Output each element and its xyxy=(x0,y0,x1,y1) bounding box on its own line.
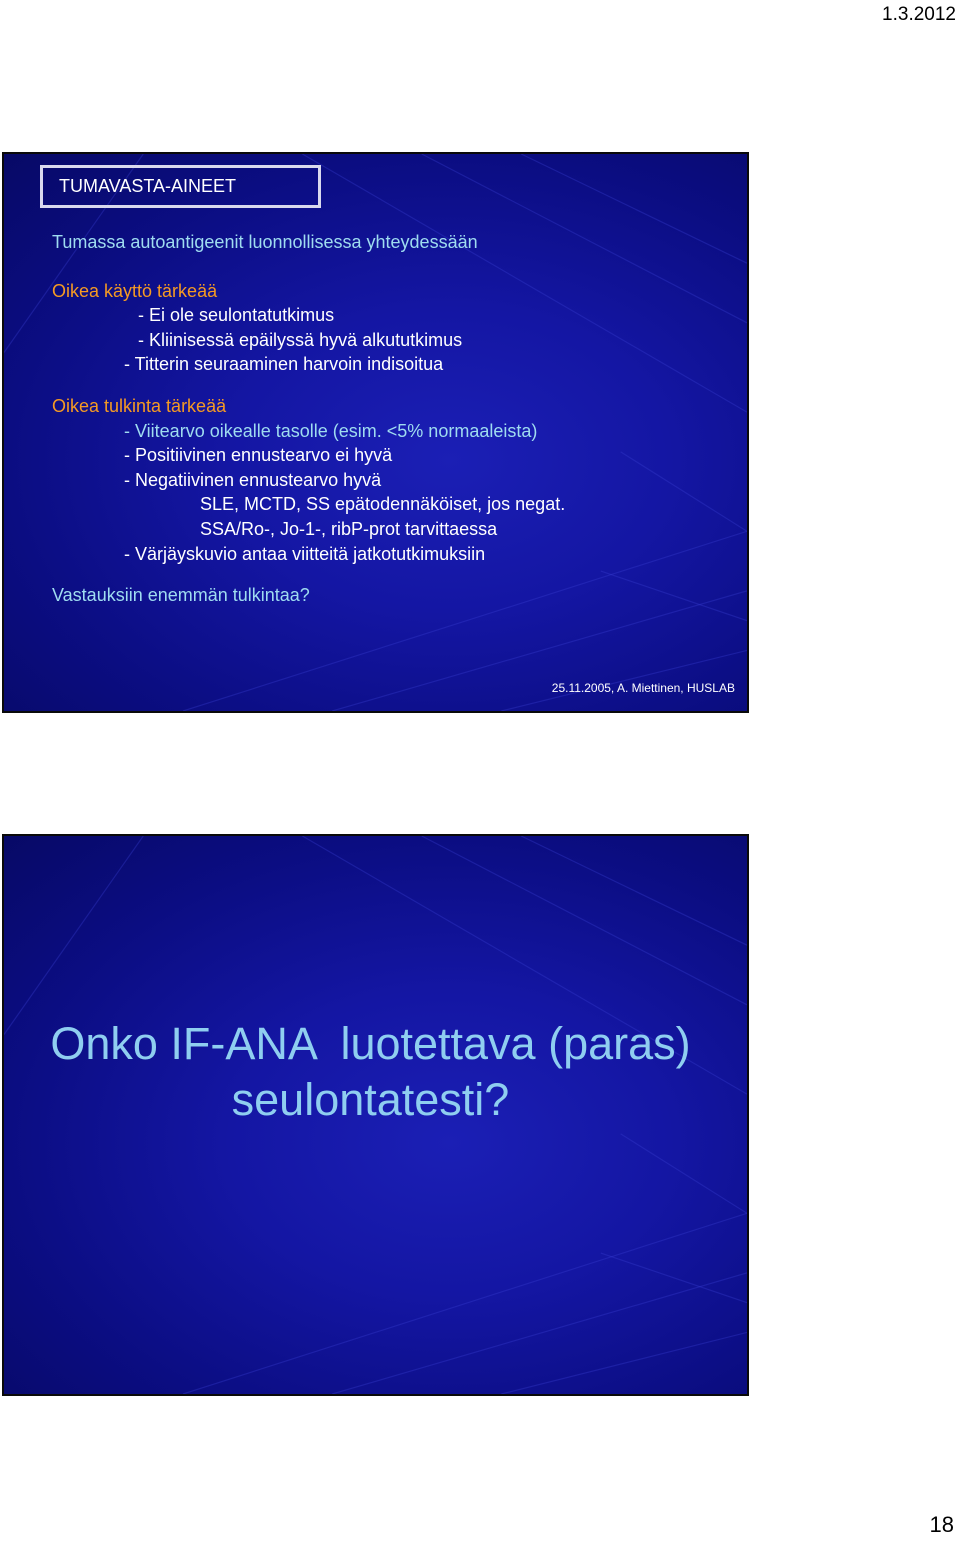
closing-question: Vastauksiin enemmän tulkintaa? xyxy=(52,585,310,606)
bullet-reference-value: - Viitearvo oikealle tasolle (esim. <5% normaaleista) xyxy=(124,420,538,441)
sub-line-ssa: SSA/Ro-, Jo-1-, ribP-prot tarvittaessa xyxy=(200,518,498,539)
slide-title-box: TUMAVASTA-AINEET xyxy=(40,165,321,208)
slide-if-ana-question xyxy=(2,834,749,1396)
sub-line-sle: SLE, MCTD, SS epätodennäköiset, jos negat. xyxy=(200,494,566,515)
page-number: 18 xyxy=(929,1512,954,1537)
intro-line: Tumassa autoantigeenit luonnollisessa yhteydessään xyxy=(52,232,478,252)
title-line-2: seulontatesti? xyxy=(231,1074,510,1125)
page-date: 1.3.2012 xyxy=(882,4,956,25)
slide-question-title xyxy=(4,1016,747,1128)
slide-tumavasta-aineet xyxy=(2,152,749,713)
bullet-positive-predictive: - Positiivinen ennustearvo ei hyvä xyxy=(124,445,393,466)
title-line-1: Onko IF-ANA luotettava (paras) xyxy=(50,1018,691,1069)
bullet-negative-predictive: - Negatiivinen ennustearvo hyvä xyxy=(124,469,382,490)
heading-correct-interpretation: Oikea tulkinta tärkeää xyxy=(52,395,227,416)
bullet-not-screening: - Ei ole seulontatutkimus xyxy=(138,305,335,326)
heading-correct-use: Oikea käyttö tärkeää xyxy=(52,280,218,301)
bullet-clinical-suspicion: - Kliinisessä epäilyssä hyvä alkututkimus xyxy=(138,329,463,350)
slide-body xyxy=(52,230,565,608)
slide-footer: 25.11.2005, A. Miettinen, HUSLAB xyxy=(551,681,735,695)
bullet-staining-pattern: - Värjäyskuvio antaa viitteitä jatkotutkimuksiin xyxy=(124,543,486,564)
bullet-titer-followup: - Titterin seuraaminen harvoin indisoitua xyxy=(124,354,444,375)
